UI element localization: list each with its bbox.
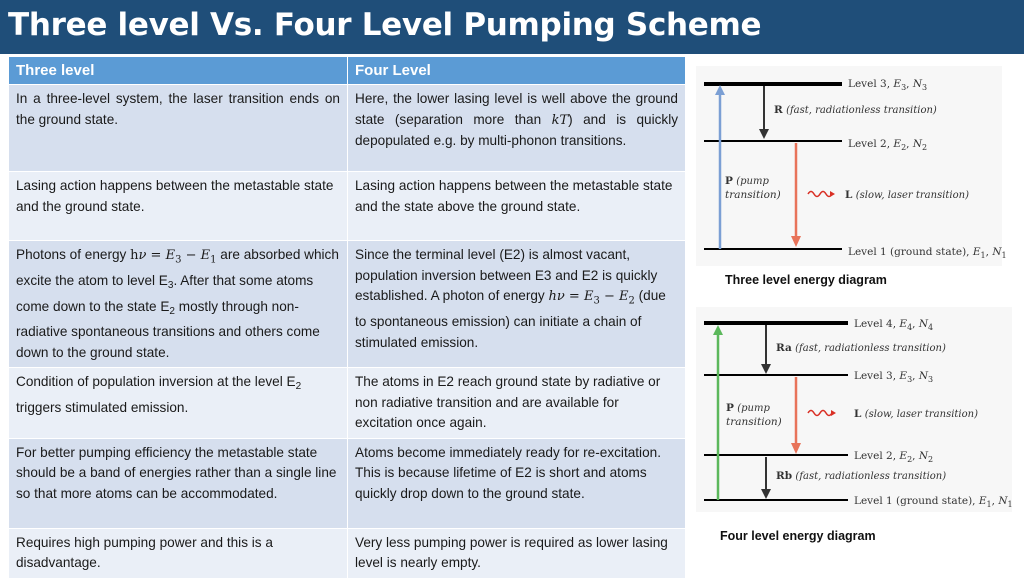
level-2-label: Level 2, $E_2$, $N_2$ bbox=[854, 450, 934, 464]
four-level-cell: Atoms become immediately ready for re-excitation. This is because lifetime of E2 is short and atoms quickly drop down to the ground state. bbox=[348, 438, 686, 528]
table-row bbox=[9, 85, 686, 172]
laser-arrow bbox=[791, 377, 801, 454]
title-bar bbox=[0, 0, 1024, 54]
table-row bbox=[9, 438, 686, 528]
level-1-label: Level 1 (ground state), $E_1$, $N_1$ bbox=[854, 495, 1013, 509]
math-kt: kT bbox=[551, 112, 569, 128]
pump-label: P (pump bbox=[726, 402, 770, 414]
laser-label: L (slow, laser transition) bbox=[854, 408, 978, 420]
three-level-cell: In a three-level system, the laser transition ends on the ground state. bbox=[9, 85, 348, 172]
four-level-caption: Four level energy diagram bbox=[720, 529, 876, 543]
radiationless-label-a: Ra (fast, radiationless transition) bbox=[776, 342, 946, 354]
laser-arrow bbox=[791, 143, 801, 247]
four-level-cell: Since the terminal level (E2) is almost vacant, population inversion between E3 and E2 is quickly established. A photon of energy $h\nu = E_3 - E_2$ (due to spontaneous emission) can initiate a chain of stimulated emission. bbox=[348, 241, 686, 368]
photon-wave-icon bbox=[808, 411, 832, 416]
table-row bbox=[9, 172, 686, 241]
pump-arrow bbox=[715, 85, 725, 249]
header-four-level: Four Level bbox=[348, 57, 686, 85]
radiationless-arrow-a bbox=[761, 325, 771, 374]
level-4-label: Level 4, $E_4$, $N_4$ bbox=[854, 318, 934, 332]
level-3-label: Level 3, $E_3$, $N_3$ bbox=[848, 78, 928, 92]
three-level-caption: Three level energy diagram bbox=[725, 273, 887, 287]
pump-label-2: transition) bbox=[725, 189, 781, 201]
four-level-cell: Here, the lower lasing level is well above the ground state (separation more than kT) and is quickly depopulated e.g. by multi-phonon transitions. bbox=[348, 85, 686, 172]
level-2-label: Level 2, $E_2$, $N_2$ bbox=[848, 138, 928, 152]
three-level-cell: Condition of population inversion at the level $E_2$ triggers stimulated emission. bbox=[9, 368, 348, 439]
four-level-cell: Very less pumping power is required as lower lasing level is nearly empty. bbox=[348, 528, 686, 578]
four-level-diagram bbox=[696, 307, 1012, 512]
math-photon-energy: $h\nu = E_3 - E_1$ bbox=[130, 248, 217, 266]
math-photon-energy: $h\nu = E_3 - E_2$ bbox=[548, 289, 635, 307]
three-level-cell: For better pumping efficiency the metastable state should be a band of energies rather than a single line so that more atoms can be accommodated. bbox=[9, 438, 348, 528]
three-level-cell: Photons of energy $h\nu = E_3 - E_1$ are absorbed which excite the atom to level $E_3$. After that some atoms come down to the state $E_2$ mostly through non-radiative spontaneous transitions and others come down to the ground state. bbox=[9, 241, 348, 368]
table-row bbox=[9, 528, 686, 578]
three-level-cell: Lasing action happens between the metastable state and the ground state. bbox=[9, 172, 348, 241]
four-level-cell: Lasing action happens between the metastable state and the state above the ground state. bbox=[348, 172, 686, 241]
radiationless-arrow-b bbox=[761, 457, 771, 499]
radiationless-arrow bbox=[759, 86, 769, 139]
three-level-diagram bbox=[696, 66, 1007, 266]
level-3-label: Level 3, $E_3$, $N_3$ bbox=[854, 370, 934, 384]
pump-label: P (pump bbox=[725, 175, 769, 187]
pump-label-2: transition) bbox=[726, 416, 782, 428]
four-level-cell: The atoms in E2 reach ground state by radiative or non radiative transition and are available for excitation once again. bbox=[348, 368, 686, 439]
table-header-row bbox=[9, 57, 686, 85]
table-row bbox=[9, 368, 686, 439]
photon-wave-icon bbox=[808, 192, 832, 197]
radiationless-label-b: Rb (fast, radiationless transition) bbox=[776, 470, 947, 482]
laser-label: L (slow, laser transition) bbox=[845, 189, 969, 201]
level-1-label: Level 1 (ground state), $E_1$, $N_1$ bbox=[848, 246, 1007, 260]
three-level-cell: Requires high pumping power and this is a disadvantage. bbox=[9, 528, 348, 578]
header-three-level: Three level bbox=[9, 57, 348, 85]
table-row bbox=[9, 241, 686, 368]
radiationless-label: R (fast, radiationless transition) bbox=[774, 104, 937, 116]
comparison-table bbox=[8, 56, 686, 579]
slide-title: Three level Vs. Four Level Pumping Scheme bbox=[8, 7, 762, 43]
pump-arrow bbox=[713, 325, 723, 500]
